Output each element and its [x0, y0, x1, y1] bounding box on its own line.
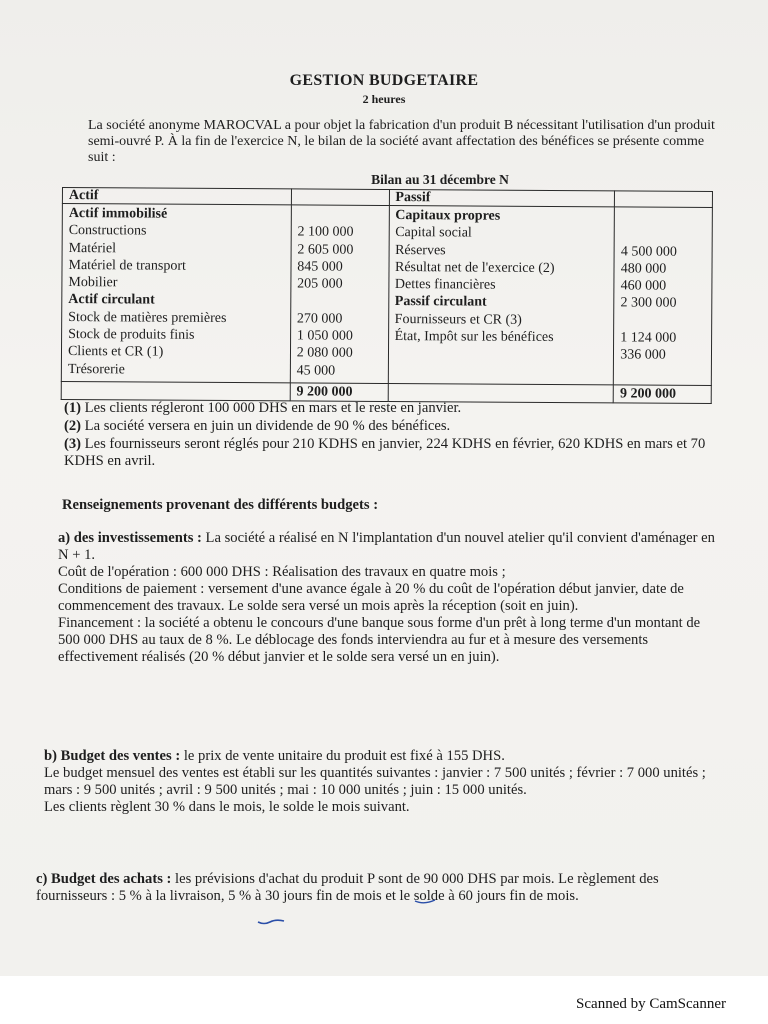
text-run: Coût de l'opération : 600 000 DHS : Réalisation des travaux en quatre mois ; [58, 564, 506, 580]
bilan-notes [64, 400, 716, 471]
header-passif: Passif [389, 189, 615, 206]
bold-run: a) des investissements : [58, 530, 202, 546]
table-line: 205 000 [297, 276, 343, 292]
table-line: 336 000 [620, 347, 666, 364]
paragraph [58, 530, 718, 564]
text-run: les prévisions d'achat du produit P sont de 90 000 DHS par mois. Le règlement des fournisseurs : 5 % à la livraison, 5 % à 30 jours fin de mois et le solde à 60 jours fin de mois. [36, 871, 659, 904]
total-passif: 9 200 000 [613, 385, 711, 404]
table-line: Fournisseurs et CR (3) [394, 311, 522, 328]
text-run: La société a réalisé en N l'implantation d'un nouvel atelier qu'il convient d'aménager en N + 1. [58, 530, 715, 563]
paragraph [44, 799, 720, 816]
table-line: État, Impôt sur les bénéfices [394, 329, 554, 346]
text-run: Financement : la société a obtenu le concours d'une banque sous forme d'un prêt à long terme d'un montant de 500 000 DHS au taux de 8 %. Le déblocage des fonds interviendra au fur et à mesure des versements effectivement réalisés (20 % début janvier et le solde sera versé un en juin). [58, 615, 701, 665]
table-line: Constructions [68, 223, 147, 239]
paragraph [64, 436, 716, 470]
table-line: 480 000 [620, 261, 667, 277]
table-line: 2 605 000 [297, 242, 354, 258]
table-line: Résultat net de l'exercice (2) [394, 259, 555, 276]
paragraph [64, 418, 716, 435]
text-run: Les clients règlent 30 % dans le mois, le solde le mois suivant. [44, 799, 410, 815]
renseignements-heading: Renseignements provenant des différents budgets : [62, 497, 379, 513]
table-line: 2 080 000 [296, 345, 353, 362]
table-line: 45 000 [296, 363, 336, 379]
table-line: 1 124 000 [620, 330, 677, 346]
table-line [620, 312, 707, 330]
table-line: 460 000 [620, 278, 667, 294]
bold-run: (3) [64, 436, 82, 452]
header-passif-amount [615, 191, 713, 208]
actif-labels [61, 204, 291, 383]
table-line: Passif circulant [394, 294, 487, 311]
table-line [621, 226, 708, 244]
paragraph [44, 748, 720, 765]
table-line: Actif immobilisé [68, 206, 168, 222]
text-run: La société versera en juin un dividende de 90 % des bénéfices. [81, 418, 451, 434]
text-run: le prix de vente unitaire du produit est fixé à 155 DHS. [180, 748, 505, 764]
table-line: Matériel de transport [68, 257, 186, 274]
intro-paragraph: La société anonyme MAROCVAL a pour objet la fabrication d'un produit B nécessitant l'utilisation d'un produit semi-ouvré P. À la fin de l'exercice N, le bilan de la société avant affectation des bénéfices se présente comme suit : [88, 118, 715, 165]
text-run: Les clients régleront 100 000 DHS en mars et le reste en janvier. [81, 400, 462, 416]
table-line: 1 050 000 [296, 328, 353, 344]
paragraph [58, 615, 718, 666]
bold-run: c) Budget des achats : [36, 871, 172, 887]
table-line: 2 300 000 [620, 295, 677, 312]
table-line: 270 000 [296, 311, 343, 327]
pen-circle-mark [412, 892, 438, 906]
table-line: Dettes financières [394, 277, 496, 293]
table-line [621, 208, 708, 226]
document-title: GESTION BUDGETAIRE [289, 72, 479, 89]
table-line: Mobilier [68, 275, 118, 291]
passif-amounts [614, 207, 713, 386]
bold-run: (2) [64, 418, 82, 434]
table-line: Trésorerie [67, 361, 125, 378]
bold-run: b) Budget des ventes : [44, 748, 181, 764]
table-line: 4 500 000 [620, 244, 677, 260]
section-achats [36, 871, 726, 905]
total-actif-label [61, 381, 290, 400]
text-run: Le budget mensuel des ventes est établi sur les quantités suivantes : janvier : 7 500 unités ; février : 7 000 unités ; mars : 9 500 unités ; avril : 9 500 unités ; mai : 10 000 unités ; juin : 15 000 unités. [44, 765, 706, 798]
header-actif-amount [291, 189, 389, 206]
actif-amounts [290, 205, 389, 384]
table-line: Stock de produits finis [68, 327, 195, 343]
passif-labels [388, 205, 615, 384]
table-line: Stock de matières premières [68, 309, 227, 326]
section-ventes [44, 748, 720, 816]
bilan-title: Bilan au 31 décembre N [371, 172, 509, 187]
table-line: Clients et CR (1) [67, 344, 164, 360]
bilan-table [61, 187, 713, 404]
table-line: Matériel [68, 240, 117, 256]
text-run: Les fournisseurs seront réglés pour 210 KDHS en janvier, 224 KDHS en février, 620 KDHS en mars et 70 KDHS en avril. [64, 436, 706, 469]
section-investissements [58, 530, 718, 666]
text-run: Conditions de paiement : versement d'une avance égale à 20 % du coût de l'opération début janvier, date de commencement des travaux. Le solde sera versé un mois après la réception (soit en juin). [58, 581, 684, 614]
bold-run: (1) [64, 400, 82, 416]
paragraph [64, 400, 716, 417]
table-line: Actif circulant [68, 292, 155, 309]
duration-subtitle: 2 heures [362, 92, 406, 106]
paragraph [36, 871, 726, 905]
paragraph [44, 765, 720, 799]
table-line [298, 206, 385, 224]
table-line: 845 000 [297, 259, 343, 275]
table-line: Réserves [395, 242, 446, 258]
table-line: Capitaux propres [395, 208, 501, 224]
header-actif: Actif [62, 188, 291, 205]
paragraph [58, 564, 718, 581]
table-line [297, 293, 384, 311]
total-actif: 9 200 000 [290, 383, 388, 402]
bilan-body-row [61, 204, 712, 386]
table-line: Capital social [395, 225, 472, 241]
camscanner-footer: Scanned by CamScanner [576, 996, 726, 1012]
paragraph [58, 581, 718, 615]
pen-underline-mark [256, 916, 286, 926]
table-line: 2 100 000 [297, 224, 354, 241]
